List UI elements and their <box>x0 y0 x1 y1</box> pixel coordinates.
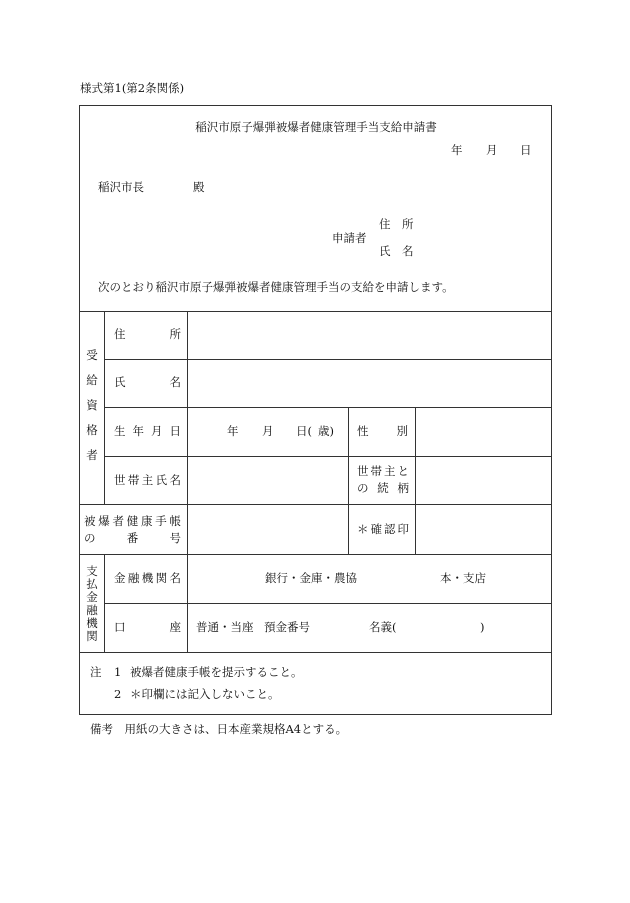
recipient-name-label: 氏 名 <box>114 375 181 389</box>
institution-type: 銀行・金庫・農協 <box>265 571 357 585</box>
applicant-address-label: 住 所 <box>379 217 414 231</box>
sex-label: 性 別 <box>357 424 408 438</box>
date-month: 月 <box>486 143 498 157</box>
application-statement: 次のとおり稲沢市原子爆弾被爆者健康管理手当の支給を申請します。 <box>98 280 454 294</box>
notes-label: 注 <box>90 665 102 679</box>
form-reference: 様式第1(第2条関係) <box>80 81 185 95</box>
birth-month: 月 <box>262 424 274 438</box>
form-title: 稲沢市原子爆弾被爆者健康管理手当支給申請書 <box>195 120 437 134</box>
relation-label-line1: 世 帯 主 と <box>357 464 409 478</box>
recipient-group-label: 受 給 資 格 者 <box>86 348 98 462</box>
account-holder-close: ) <box>480 620 485 634</box>
relation-label-line2: の 続 柄 <box>357 481 409 495</box>
age: 歳) <box>318 424 334 438</box>
account-type: 普通・当座 <box>196 620 254 634</box>
birthdate-label: 生 年 月 日 <box>114 424 181 438</box>
applicant-name-label: 氏 名 <box>379 244 414 258</box>
addressee-honorific: 殿 <box>193 180 205 194</box>
recipient-address-label: 住 所 <box>114 327 181 341</box>
birth-day: 日( <box>296 424 312 438</box>
handbook-label-line2: の 番 号 <box>84 531 181 545</box>
branch-type: 本・支店 <box>440 571 486 585</box>
birth-year: 年 <box>227 424 239 438</box>
note-1-number: 1 <box>114 665 122 679</box>
householder-name-label: 世 帯 主 氏 名 <box>114 473 181 487</box>
payment-group-label: 支 払 金 融 機 関 <box>86 564 98 643</box>
note-2-text: ＊印欄には記入しないこと。 <box>130 687 280 701</box>
note-1-text: 被爆者健康手帳を提示すること。 <box>130 665 303 679</box>
applicant-label: 申請者 <box>332 231 367 245</box>
note-2-number: 2 <box>114 687 122 701</box>
date-day: 日 <box>520 143 532 157</box>
confirm-stamp-label: ＊ 確 認 印 <box>357 522 409 536</box>
institution-label: 金 融 機 関 名 <box>114 571 181 585</box>
account-number-label: 預金番号 <box>264 620 310 634</box>
handbook-label-line1: 被 爆 者 健 康 手 帳 <box>84 514 181 528</box>
account-label: 口 座 <box>114 620 181 634</box>
remark: 備考 用紙の大きさは、日本産業規格A4とする。 <box>90 722 348 736</box>
application-table <box>79 311 552 715</box>
date-year: 年 <box>451 143 463 157</box>
addressee-name: 稲沢市長 <box>98 180 144 194</box>
account-holder-label: 名義( <box>369 620 397 634</box>
